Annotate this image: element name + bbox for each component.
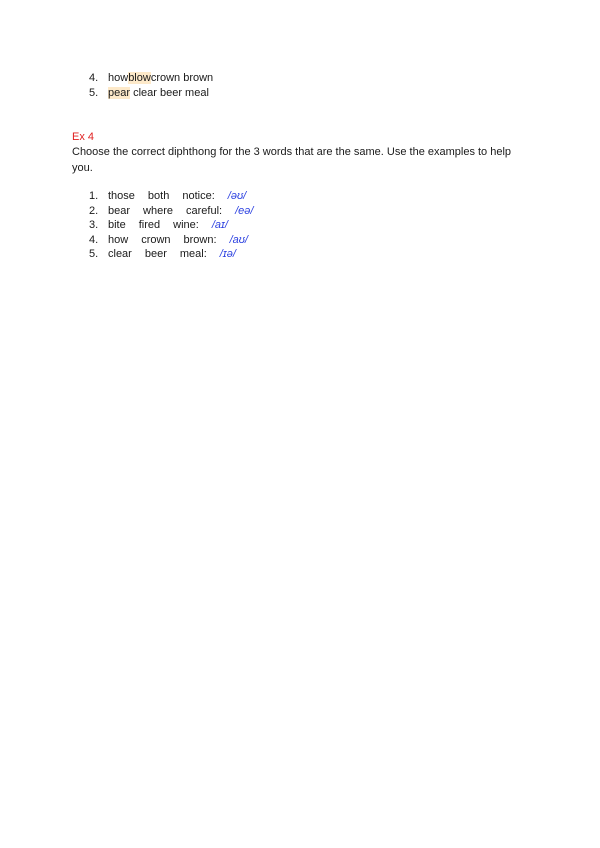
word-line (108, 218, 228, 233)
word: meal: (179, 248, 207, 261)
word: bite (108, 219, 126, 232)
word: those (108, 190, 135, 202)
list-number: 1. (89, 190, 99, 202)
word-line (108, 204, 253, 219)
exercise-title: Ex 4 (72, 131, 95, 143)
word: wine: (173, 219, 199, 232)
highlighted-word: pear (108, 86, 131, 99)
word: clear beer meal (130, 86, 209, 99)
highlighted-word: blow (128, 72, 151, 84)
word: both (147, 190, 170, 202)
word: where (143, 204, 173, 217)
list-number: 5. (89, 248, 99, 261)
list-number: 4. (89, 233, 99, 246)
list-number: 4. (89, 72, 99, 84)
word-line (108, 189, 246, 204)
word: clear (108, 248, 132, 261)
answer-ipa: /eə/ (235, 204, 254, 217)
word: beer (144, 248, 167, 261)
word: how (108, 72, 129, 84)
list-number: 3. (89, 219, 99, 232)
answer-ipa: /aʊ/ (229, 233, 248, 246)
word-line (108, 71, 213, 86)
list-number: 2. (89, 204, 99, 217)
word: how (108, 233, 129, 246)
answer-ipa: /əʊ/ (227, 190, 247, 202)
word-line (108, 86, 209, 101)
exercise-instruction: Choose the correct diphthong for the 3 words that are the same. Use the examples to help you. (72, 146, 512, 174)
word: crown brown (150, 72, 214, 84)
word-line (108, 247, 236, 262)
word: fired (138, 219, 161, 232)
word: crown (141, 233, 171, 246)
list-number: 5. (89, 86, 99, 99)
word: careful: (186, 204, 223, 217)
word-line (108, 233, 248, 248)
word: notice: (182, 190, 215, 202)
word: brown: (183, 233, 217, 246)
answer-ipa: /aɪ/ (211, 219, 228, 232)
word: bear (108, 204, 131, 217)
answer-ipa: /ɪə/ (219, 248, 236, 261)
